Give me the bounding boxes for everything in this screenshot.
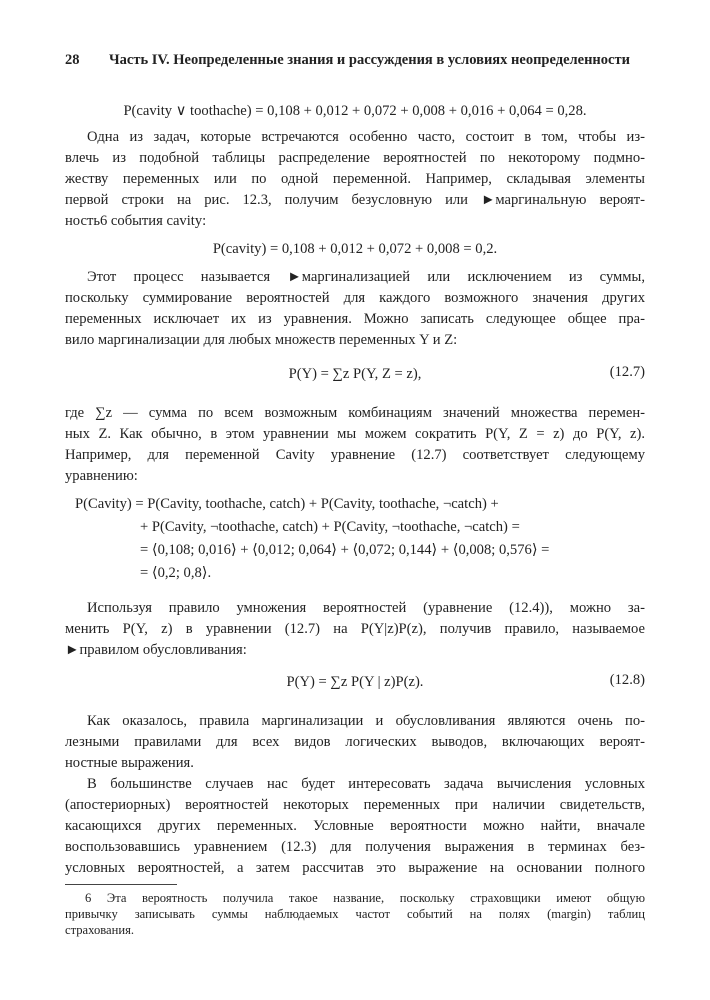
paragraph-line: поскольку суммирование вероятностей для каждого возможного значения других [65, 290, 645, 306]
paragraph-line: ных Z. Как обычно, в этом уравнении мы можем сократить P(Y, Z = z) до P(Y, z). [65, 426, 645, 442]
running-title: Часть IV. Неопределенные знания и рассуждения в условиях неопределенности [109, 52, 630, 68]
footnote-rule [65, 884, 177, 885]
paragraph-line: ность6 события cavity: [65, 213, 207, 229]
equation-block-line: P(Cavity) = P(Cavity, toothache, catch) + P(Cavity, toothache, ¬catch) + [75, 496, 499, 512]
paragraph-line: вило маргинализации для любых множеств переменных Y и Z: [65, 332, 458, 348]
paragraph-line: Этот процесс называется ►маргинализацией или исключением из суммы, [87, 269, 645, 285]
equation-block-line: + P(Cavity, ¬toothache, catch) + P(Cavity, ¬toothache, ¬catch) = [140, 519, 520, 535]
paragraph-line: Например, для переменной Cavity уравнение (12.7) соответствует следующему [65, 447, 645, 463]
paragraph-line: Одна из задач, которые встречаются особенно часто, состоит в том, чтобы из- [87, 129, 645, 145]
paragraph-line: касающихся других переменных. Условные вероятности можно найти, вначале [65, 818, 645, 834]
paragraph-line: условных вероятностей, а затем рассчитав это выражение на основании полного [65, 860, 645, 876]
page-number: 28 [65, 52, 80, 68]
footnote-line: привычку записывать суммы наблюдаемых частот событий на полях (margin) таблиц [65, 907, 645, 921]
paragraph-line: менить P(Y, z) в уравнении (12.7) на P(Y|z)P(z), получив правило, называемое [65, 621, 645, 637]
paragraph-line: жеству переменных или по одной переменной. Например, складывая элементы [65, 171, 645, 187]
paragraph-line: ностные выражения. [65, 755, 194, 771]
equation-block-line: = ⟨0,2; 0,8⟩. [140, 565, 212, 581]
paragraph-line: Как оказалось, правила маргинализации и обусловливания являются очень по- [87, 713, 645, 729]
paragraph-line: ►правилом обусловливания: [65, 642, 247, 658]
equation-block-line: = ⟨0,108; 0,016⟩ + ⟨0,012; 0,064⟩ + ⟨0,072; 0,144⟩ + ⟨0,008; 0,576⟩ = [140, 542, 550, 558]
paragraph-line: В большинстве случаев нас будет интересовать задача вычисления условных [87, 776, 645, 792]
paragraph-line: уравнению: [65, 468, 138, 484]
equation-number: (12.7) [609, 364, 645, 380]
paragraph-line: воспользовавшись уравнением (12.3) для получения выражения в терминах без- [65, 839, 645, 855]
footnote-line: страхования. [65, 923, 135, 937]
equation-12-7: P(Y) = ∑z P(Y, Z = z), [288, 366, 422, 382]
equation-number: (12.8) [609, 672, 645, 688]
paragraph-line: переменных исключает их из уравнения. Можно записать следующее общее пра- [65, 311, 645, 327]
equation-12-8: P(Y) = ∑z P(Y | z)P(z). [286, 674, 424, 690]
paragraph-line: влечь из подобной таблицы распределение вероятностей по некоторому подмно- [65, 150, 645, 166]
paragraph-line: Используя правило умножения вероятностей (уравнение (12.4)), можно за- [87, 600, 645, 616]
paragraph-line: лезными правилами для всех видов логических выводов, включающих вероят- [65, 734, 645, 750]
equation-cavity: P(cavity) = 0,108 + 0,012 + 0,072 + 0,008 = 0,2. [212, 241, 498, 257]
paragraph-line: где ∑z — сумма по всем возможным комбинациям значений множества перемен- [65, 405, 645, 421]
paragraph-line: (апостериорных) вероятностей некоторых переменных при наличии свидетельств, [65, 797, 645, 813]
equation-cavity-or-toothache: P(cavity ∨ toothache) = 0,108 + 0,012 + 0,072 + 0,008 + 0,016 + 0,064 = 0,28. [123, 103, 587, 119]
footnote-line: 6 Эта вероятность получила такое название, поскольку страховщики имеют общую [85, 891, 645, 905]
paragraph-line: первой строки на рис. 12.3, получим безусловную или ►маргинальную вероят- [65, 192, 645, 208]
